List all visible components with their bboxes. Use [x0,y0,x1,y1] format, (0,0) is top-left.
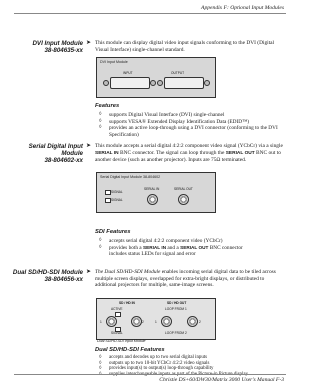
sdi-features-title: SDI Features [95,229,131,235]
list-item: ◊ supports Digital Visual Interface (DVI) single-channel [99,112,225,118]
dvi-features-title: Features [95,103,120,109]
dual-sdi-module-figure [96,298,216,340]
bullet-icon: ◊ [99,355,102,360]
dvi-features-list [95,112,290,138]
list-item: ◊ supplies interchangeable inputs as part of the Picture-in Picture display [99,371,248,377]
bullet-icon: ◊ [99,360,102,366]
dual-sdi-arrow-icon: ➤ [86,269,92,275]
sdi-features-list [95,238,290,258]
out-2-number: 2 [199,320,201,324]
in-1-number: 1 [100,320,102,324]
bullet-icon: ◊ [99,118,102,124]
sdi-paragraph: This module accepts a serial digital 4:2:2 component video signal (YCbCr) via a single SERIAL IN BNC connector. The signal can loop through the SERIAL OUT BNC out to another device (such as another projector). Inputs are 75Ω terminated. [95,143,283,164]
loop-from-1-label: LOOP FROM 1 [165,307,187,311]
sd-hd-out-1-bnc-icon [161,316,172,327]
signal-led-label: SIGNAL [111,198,123,202]
dual-sdi-title: Dual SD/HD-SDI Module [12,269,83,276]
serial-out-label: SERIAL OUT [174,187,193,191]
loop-from-2-label: LOOP FROM 2 [165,331,187,335]
bullet-icon: ◊ [99,238,102,243]
out-1-number: 1 [155,320,157,324]
sd-hd-in-1-bnc-icon [106,316,117,327]
serial-in-bnc-icon [147,194,158,205]
sd-hd-out-2-bnc-icon [187,316,198,327]
bullet-icon: ◊ [99,244,102,250]
dvi-section-title [10,40,83,54]
serial-out-bnc-icon [178,194,189,205]
dual-sdi-part-number: 38-804656-xx [44,276,83,284]
signal-led-label: SIGNAL [111,190,123,194]
dvi-input-connector-icon [110,77,150,89]
footer-rule [14,374,286,375]
list-item: includes status LEDs for signal and error [109,251,196,257]
dual-sdi-figure-caption: Dual SD/HD-SDI Input Module [97,339,146,343]
active-label: ACTIVE [111,307,123,311]
sd-hd-in-label: SD / HD IN [119,301,135,305]
screw-icon [150,80,156,86]
sdi-section-title [10,143,83,165]
header-rule [14,13,286,14]
list-item: ◊ provides an active loop-through using a DVI connector (conforming to the DVI Specification) [99,125,278,138]
dvi-figure-caption: DVI Input Module [100,60,128,64]
bullet-icon: ◊ [99,125,102,130]
screw-icon [103,80,109,86]
sdi-module-figure [96,172,216,213]
bullet-icon: ◊ [99,371,102,377]
list-item: ◊ outputs up to two 10-bit YCbCr 4:2:2 video signals [99,360,210,366]
dual-sdi-paragraph: The Dual SD/HD-SDI Module enables incoming serial digital data to be tiled across multiple screen displays, overlapped for extra-bright displays, or distributed to additional projectors for multiple, same-image screens. [95,269,276,289]
dvi-module-figure [96,57,216,98]
dual-sdi-features-title: Dual SD/HD-SDI Features [95,347,165,353]
sdi-title: Serial Digital Input Module [28,143,83,158]
serial-in-label: SERIAL IN [144,187,160,191]
page-footer: Christie DS+60/DW30/Matrix 3000 User's Manual F-3 [159,377,284,383]
dvi-input-label: INPUT [123,71,133,75]
dvi-paragraph: This module can display digital video input signals conforming to the DVI (Digital Visual Interface) single-channel standard. [95,40,275,53]
signal-label: SIGNAL [111,331,123,335]
in-2-number: 2 [142,320,144,324]
dvi-part-number: 38-804635-xx [44,47,83,55]
sd-hd-out-label: SD / HD OUT [167,301,187,305]
screw-icon [157,80,163,86]
page-header: Appendix F: Optional Input Modules [201,5,284,11]
dvi-title: DVI Input Module [32,40,83,47]
screw-icon [204,80,210,86]
dvi-output-label: OUTPUT [171,71,185,75]
dual-sdi-section-title [10,269,83,283]
sdi-part-number: 38-804602-xx [44,157,83,165]
active-led-icon [115,312,121,317]
sd-hd-in-2-bnc-icon [131,316,142,327]
dvi-arrow-icon: ➤ [86,40,92,46]
list-item: ◊ provides both a SERIAL IN and a SERIAL OUT BNC connector [99,244,243,251]
sdi-figure-caption: Serial Digital Input Module 38-804602 [100,175,161,179]
list-item: ◊ accepts and decodes up to two serial digital inputs [99,355,208,360]
list-item: ◊ provides input(s) to output(s) loop-through capability [99,366,214,371]
bullet-icon: ◊ [99,366,102,371]
dvi-output-connector-icon [164,77,204,89]
sdi-arrow-icon: ➤ [86,143,92,149]
list-item: ◊ accepts serial digital 4:2:2 component video (YCbCr) [99,238,223,244]
bullet-icon: ◊ [99,112,102,117]
list-item: ◊ supports VESA® Extended Display Identification Data (EDID™) [99,118,250,125]
